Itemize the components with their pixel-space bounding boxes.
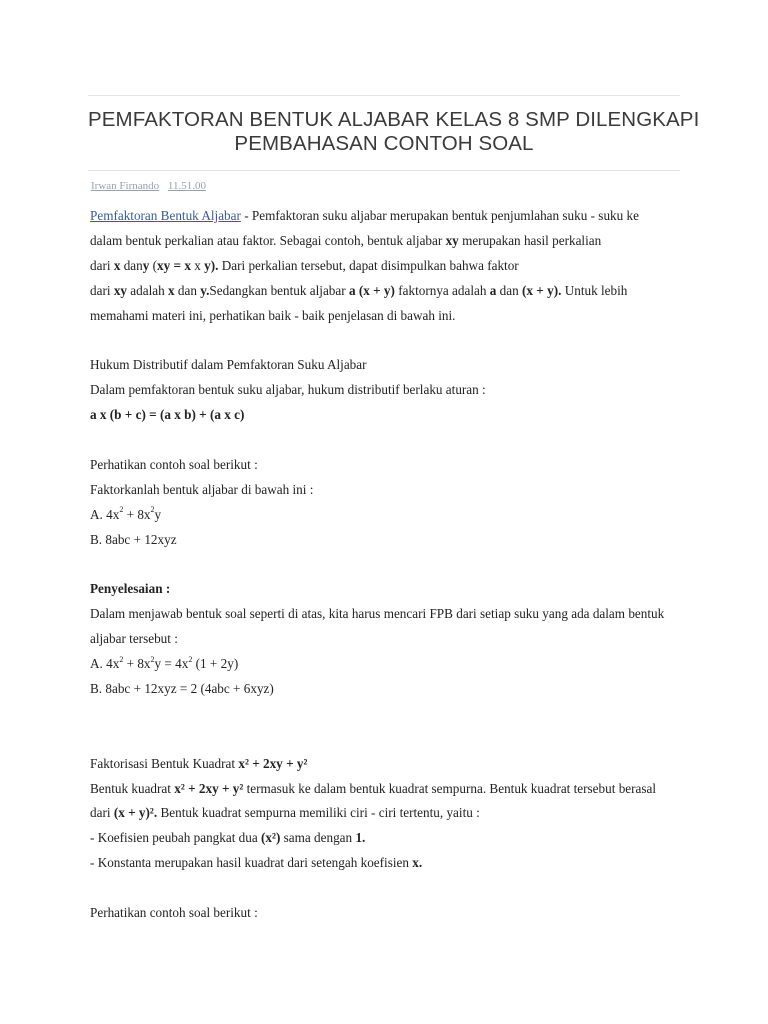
text: Untuk lebih	[561, 282, 628, 298]
title-line-2: PEMBAHASAN CONTOH SOAL	[234, 132, 534, 155]
intro-line-4	[90, 279, 680, 304]
text: dan	[120, 257, 143, 273]
text: xy	[113, 282, 127, 298]
text: dari	[90, 805, 114, 821]
solution-a	[90, 652, 680, 677]
distributive-rule	[90, 403, 680, 428]
author-link[interactable]: Irwan Firnando	[91, 180, 160, 192]
text: a	[489, 282, 497, 298]
text: (x²)	[261, 830, 281, 846]
example2-intro: Perhatikan contoh soal berikut :	[90, 904, 258, 920]
text: x	[190, 257, 205, 273]
text: adalah	[127, 282, 169, 298]
text: x.	[412, 855, 423, 871]
text: - Konstanta merupakan hasil kuadrat dari setengah koefisien	[90, 855, 413, 871]
text: y.	[200, 282, 210, 298]
quadratic-line-1	[90, 777, 680, 802]
text: x² + 2xy + y²	[238, 755, 308, 771]
text: 2	[150, 654, 155, 664]
text: Penyelesaian :	[90, 581, 171, 597]
distributive-heading: Hukum Distributif dalam Pemfaktoran Suku Aljabar	[90, 357, 367, 373]
text: A. 4x	[90, 506, 120, 522]
text: (x + y).	[522, 282, 562, 298]
quadratic-line-3	[90, 826, 680, 851]
text: 2	[188, 654, 193, 664]
solution-heading	[90, 577, 680, 602]
text: dan	[174, 282, 201, 298]
text: Faktorisasi Bentuk Kuadrat	[90, 755, 239, 771]
text: x² + 2xy + y²	[174, 780, 244, 796]
text: dari	[90, 257, 114, 273]
text: (	[149, 257, 158, 273]
spacer	[90, 428, 680, 453]
text: faktornya adalah	[394, 282, 490, 298]
text: a (x + y)	[348, 282, 395, 298]
text: A. 4x	[90, 656, 120, 672]
text: x	[168, 282, 175, 298]
text: Bentuk kuadrat sempurna memiliki ciri - ciri tertentu, yaitu :	[157, 805, 480, 821]
quadratic-line-4	[90, 851, 680, 876]
solution-line-1: Dalam menjawab bentuk soal seperti di atas, kita harus mencari FPB dari setiap suku yang ada dalam bentuk	[90, 606, 665, 622]
top-divider	[88, 95, 680, 96]
title-divider	[88, 170, 680, 171]
text: sama dengan	[280, 830, 356, 846]
quadratic-line-2	[90, 801, 680, 826]
text: y = 4x	[154, 656, 189, 672]
title-line-1: PEMFAKTORAN BENTUK ALJABAR KELAS 8 SMP DILENGKAPI	[88, 108, 700, 131]
text: (1 + 2y)	[192, 656, 239, 672]
text: a x (b + c) = (a x b) + (a x c)	[90, 407, 245, 423]
example1-a	[90, 503, 680, 528]
text: Bentuk kuadrat	[90, 780, 175, 796]
text: 2	[119, 654, 124, 664]
example1-intro: Perhatikan contoh soal berikut :	[90, 456, 258, 472]
text: xy	[445, 232, 459, 248]
example1-b: B. 8abc + 12xyz	[90, 531, 177, 547]
text: Dari perkalian tersebut, dapat disimpulkan bahwa faktor	[218, 257, 519, 273]
text: termasuk ke dalam bentuk kuadrat sempurna. Bentuk kuadrat tersebut berasal	[243, 780, 657, 796]
solution-b: B. 8abc + 12xyz = 2 (4abc + 6xyz)	[90, 680, 274, 696]
text: Sedangkan bentuk aljabar	[209, 282, 349, 298]
text: 2	[150, 505, 155, 515]
text: + 8x	[123, 656, 151, 672]
text: xy = x	[157, 257, 191, 273]
intro-line-5: memahami materi ini, perhatikan baik - baik penjelasan di bawah ini.	[90, 307, 456, 323]
text: (x + y)².	[113, 805, 158, 821]
quadratic-heading	[90, 752, 680, 777]
post-meta	[91, 180, 212, 192]
text: 1.	[355, 830, 366, 846]
text: - Koefisien peubah pangkat dua	[90, 830, 262, 846]
text: y).	[204, 257, 219, 273]
text: x	[113, 257, 121, 273]
intro-line-3	[90, 254, 680, 279]
solution-line-2: aljabar tersebut :	[90, 631, 178, 647]
spacer	[90, 328, 680, 353]
time-link[interactable]: 11.51.00	[167, 180, 206, 192]
article-body	[90, 204, 680, 926]
spacer	[90, 876, 680, 901]
text: dalam bentuk perkalian atau faktor. Sebagai contoh, bentuk aljabar	[90, 232, 446, 248]
text: dari	[90, 282, 114, 298]
text: merupakan hasil perkalian	[458, 232, 602, 248]
text: y	[154, 506, 162, 522]
text: y	[142, 257, 150, 273]
distributive-text: Dalam pemfaktoran bentuk suku aljabar, hukum distributif berlaku aturan :	[90, 382, 486, 398]
intro-line-1	[90, 204, 680, 229]
intro-link[interactable]: Pemfaktoran Bentuk Aljabar	[90, 208, 241, 223]
spacer	[90, 552, 680, 577]
example1-task: Faktorkanlah bentuk aljabar di bawah ini :	[90, 481, 314, 497]
text: + 8x	[123, 506, 151, 522]
page-title	[88, 108, 700, 156]
text: - Pemfaktoran suku aljabar merupakan bentuk penjumlahan suku - suku ke	[240, 208, 639, 223]
text: 2	[119, 505, 124, 515]
intro-line-2	[90, 229, 680, 254]
spacer	[90, 702, 680, 752]
text: dan	[496, 282, 523, 298]
